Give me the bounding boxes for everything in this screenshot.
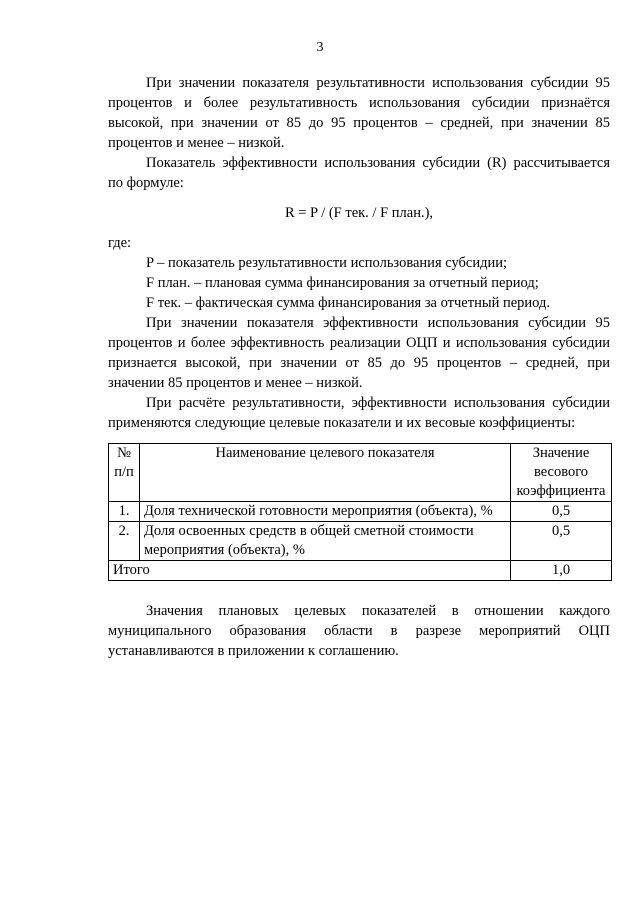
row-weight: 0,5 — [511, 522, 612, 561]
paragraph-planned-values: Значения плановых целевых показателей в отношении каждого муниципального образования области в разрезе мероприятий ОЦП устанавливаются в приложении к соглашению. — [108, 603, 610, 659]
total-label: Итого — [109, 561, 511, 581]
where-label: где: — [108, 235, 132, 251]
header-name: Наименование целевого показателя — [140, 444, 511, 502]
table-row — [109, 522, 612, 561]
table-header-row — [109, 444, 612, 502]
total-value: 1,0 — [511, 561, 612, 581]
definition-f-tek: F тек. – фактическая сумма финансирования за отчетный период. — [146, 295, 550, 311]
definition-f-plan: F план. – плановая сумма финансирования за отчетный период; — [146, 275, 539, 291]
page-number: 3 — [316, 40, 324, 55]
document-body — [108, 73, 610, 661]
paragraph-effectiveness-thresholds: При значении показателя результативности использования субсидии 95 процентов и более результативность использования субсидии признаётся высокой, при значении от 85 до 95 процентов – средней, при значении 85 процентов и менее – низкой. — [108, 75, 610, 151]
table-row — [109, 502, 612, 522]
paragraph-indicators-intro: При расчёте результативности, эффективности использования субсидии применяются следующие целевые показатели и их весовые коэффициенты: — [108, 395, 610, 431]
definition-p: P – показатель результативности использования субсидии; — [146, 255, 508, 271]
row-num: 2. — [109, 522, 140, 561]
table-total-row — [109, 561, 612, 581]
paragraph-efficiency-intro: Показатель эффективности использования субсидии (R) рассчитывается по формуле: — [108, 155, 610, 191]
indicators-table — [108, 443, 612, 581]
row-name: Доля освоенных средств в общей сметной стоимости мероприятия (объекта), % — [140, 522, 511, 561]
row-num: 1. — [109, 502, 140, 522]
efficiency-formula: R = P / (F тек. / F план.), — [284, 205, 434, 221]
row-weight: 0,5 — [511, 502, 612, 522]
header-weight: Значение весового коэффициента — [511, 444, 612, 502]
paragraph-efficiency-thresholds: При значении показателя эффективности использования субсидии 95 процентов и более эффективность реализации ОЦП и использования субсидии признается высокой, при значении от 85 до 95 процентов – средней, при значении 85 процентов и менее – низкой. — [108, 315, 610, 391]
row-name: Доля технической готовности мероприятия (объекта), % — [140, 502, 511, 522]
header-num: № п/п — [109, 444, 140, 502]
